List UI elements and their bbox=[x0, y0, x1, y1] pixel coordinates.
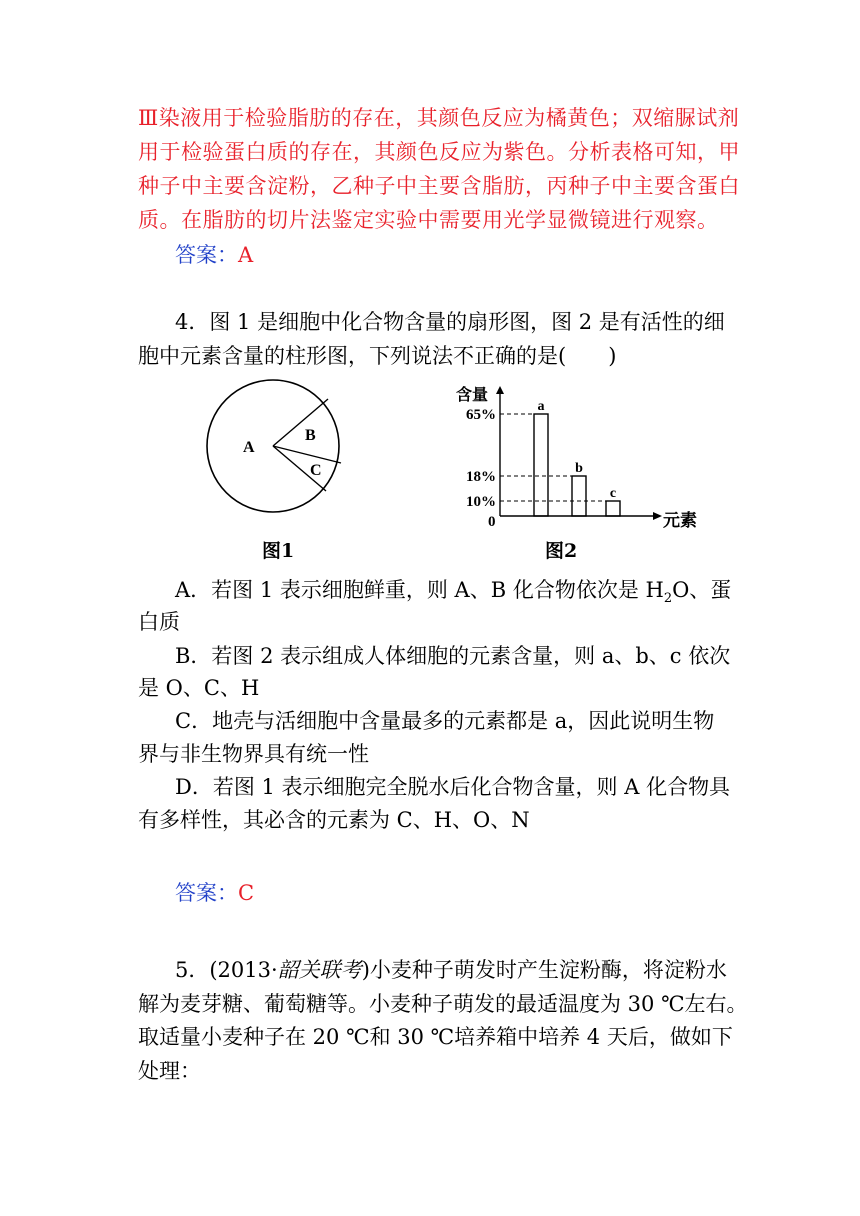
q4-answer bbox=[175, 879, 254, 907]
pie-label-c: C bbox=[310, 462, 322, 479]
option-d-line-1: D．若图 1 表示细胞完全脱水后化合物含量，则 A 化合物具 bbox=[175, 775, 731, 799]
tick-label-b: 18% bbox=[466, 469, 496, 485]
pie-label-a: A bbox=[243, 439, 255, 456]
option-b-line-2: 是 O、C、H bbox=[138, 676, 260, 700]
q5-number: 5．(2013· bbox=[175, 958, 278, 982]
q4-answer-value: C bbox=[238, 881, 255, 905]
option-c-line-2: 界与非生物界具有统一性 bbox=[138, 742, 369, 766]
answer-prev bbox=[175, 241, 253, 269]
figure-1-caption: 图1 bbox=[262, 540, 295, 562]
option-a-line-1 bbox=[175, 576, 731, 613]
figure-1-pie bbox=[195, 378, 365, 523]
q5-line-3: 取适量小麦种子在 20 ℃和 30 ℃培养箱中培养 4 天后，做如下 bbox=[138, 1025, 733, 1049]
q5-line-2: 解为麦芽糖、葡萄糖等。小麦种子萌发的最适温度为 30 ℃左右。 bbox=[138, 992, 748, 1016]
q5-source: 韶关联考 bbox=[277, 958, 362, 982]
bar-c bbox=[606, 501, 620, 516]
option-b-line-1: B．若图 2 表示组成人体细胞的元素含量，则 a、b、c 依次 bbox=[175, 644, 731, 668]
q4-stem-line-1: 4．图 1 是细胞中化合物含量的扇形图，图 2 是有活性的细 bbox=[175, 310, 725, 334]
q5-line-4: 处理： bbox=[138, 1059, 201, 1083]
option-a-pre: A．若图 1 表示细胞鲜重，则 A、B 化合物依次是 H bbox=[175, 578, 664, 602]
answer-value: A bbox=[238, 243, 254, 267]
pie-divider-1 bbox=[273, 399, 328, 446]
x-axis-arrow bbox=[653, 512, 662, 520]
option-a-post: O、蛋 bbox=[672, 578, 732, 602]
tick-label-c: 10% bbox=[466, 494, 496, 510]
origin-label: 0 bbox=[488, 514, 496, 530]
explanation-line-2: 用于检验蛋白质的存在，其颜色反应为紫色。分析表格可知，甲 bbox=[138, 140, 740, 164]
bar-label-a: a bbox=[537, 399, 545, 414]
explanation-line-4: 质。在脂肪的切片法鉴定实验中需要用光学显微镜进行观察。 bbox=[138, 208, 719, 232]
q5-line-1 bbox=[175, 956, 727, 984]
pie-label-b: B bbox=[305, 427, 316, 444]
q4-stem-line-2: 胞中元素含量的柱形图，下列说法不正确的是( ) bbox=[138, 344, 617, 368]
bar-label-b: b bbox=[575, 461, 583, 476]
answer-label: 答案： bbox=[175, 243, 238, 267]
option-d-line-2: 有多样性，其必含的元素为 C、H、O、N bbox=[138, 808, 530, 832]
option-a-line-2: 白质 bbox=[138, 610, 180, 634]
y-axis-label: 含量 bbox=[456, 385, 489, 404]
figure-2-caption: 图2 bbox=[545, 540, 578, 562]
bar-label-c: c bbox=[609, 486, 617, 501]
tick-label-a: 65% bbox=[466, 407, 496, 423]
x-axis-label: 元素 bbox=[663, 511, 697, 531]
figure-2-bar-chart bbox=[450, 378, 710, 533]
explanation-line-1: Ⅲ染液用于检验脂肪的存在，其颜色反应为橘黄色；双缩脲试剂 bbox=[138, 106, 740, 130]
bar-b bbox=[572, 476, 586, 516]
explanation-line-3: 种子中主要含淀粉，乙种子中主要含脂肪，丙种子中主要含蛋白 bbox=[138, 174, 740, 198]
q5-line-1-rest: )小麦种子萌发时产生淀粉酶，将淀粉水 bbox=[361, 958, 727, 982]
y-axis-arrow bbox=[496, 386, 504, 394]
option-c-line-1: C．地壳与活细胞中含量最多的元素都是 a，因此说明生物 bbox=[175, 709, 715, 733]
q4-answer-label: 答案： bbox=[175, 881, 238, 905]
option-a-sub: 2 bbox=[663, 591, 673, 607]
